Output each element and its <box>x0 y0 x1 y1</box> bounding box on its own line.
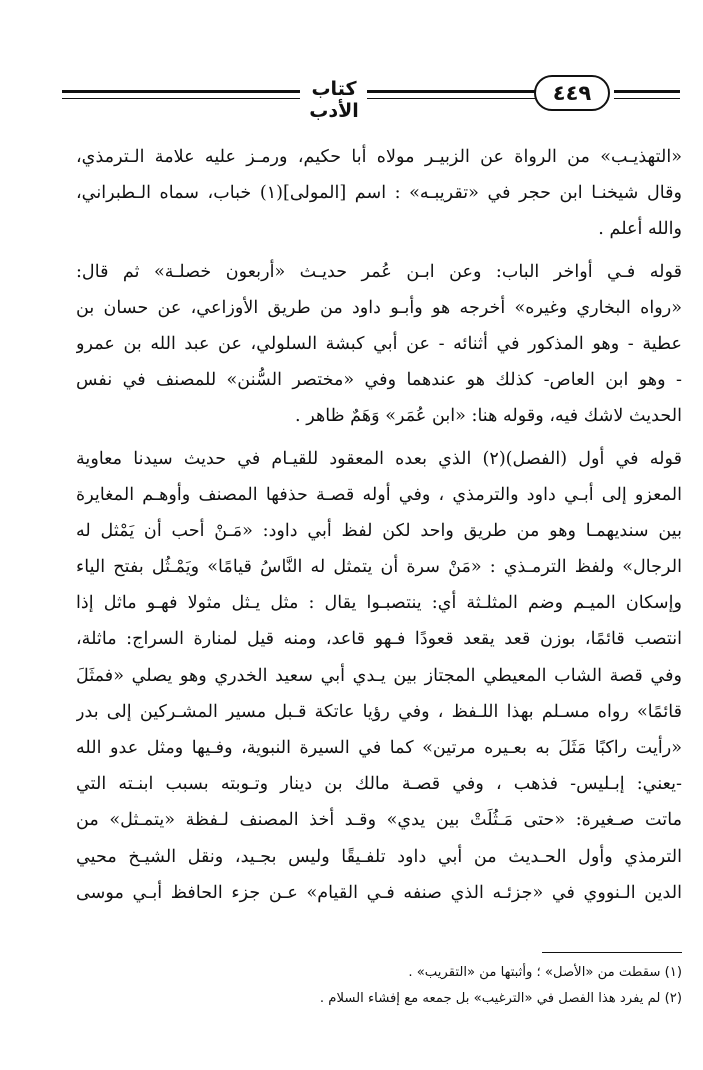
text-line: - وهو ابن العاص- كذلك هو عندهما وفي «مختصر السُّنن» للمصنف في نفس <box>76 370 682 391</box>
header-rule <box>614 90 680 93</box>
header-rule <box>367 90 535 93</box>
text-line: انتصب قائمًا، بوزن قعد يقعد قعودًا فـهو قاعد، ومنه قيل لمنارة السراج: ماثلة، <box>76 629 682 650</box>
header-rule <box>62 90 300 93</box>
footnote: (١) سقطت من «الأصل» ؛ وأثبتها من «التقريب» . <box>408 965 682 980</box>
text-line: وقال شيخنـا ابن حجر في «تقريبـه» : اسم [المولى](١) خباب، سماه الـطبراني، <box>76 183 682 204</box>
text-line: عطية - وهو المذكور في أثنائه - عن أبي كبشة السلولي، عن عبد الله بن عمرو <box>76 333 682 354</box>
text-line: «رواه البخاري وغيره» أخرجه هو وأبـو داود من طريق الأوزاعي، عن حسان بن <box>76 297 682 318</box>
text-line: قائمًا» رواه مسـلم بهذا اللـفظ ، وفي رؤيا عاتكة قـبل مسير المشـركين إلى بدر <box>76 701 682 722</box>
header-rule <box>614 98 680 99</box>
text-line: وفي قصة الشاب المعيطي المجتاز بين يـدي أبي سعيد الخدري وهو يصلي «فمثَلَ <box>76 665 682 686</box>
text-line: وإسكان الميـم وضم المثلـثة أي: ينتصبـوا يقال : مثل يـثل مثولا فهـو ماثل إذا <box>76 593 682 614</box>
text-line: الحديث لاشك فيه، وقوله هنا: «ابن عُمَر» وَهَمٌ ظاهر . <box>295 406 682 427</box>
text-line: الدين الـنووي في «جزئـه الذي صنفه فـي القيام» عـن جزء الحافظ أبـي موسى <box>76 882 682 903</box>
text-line: بين سنديهمـا وهو من طريق واحد لكن لفظ أبي داود: «مَـنْ أحب أن يَمْثل له <box>76 520 682 541</box>
text-line: قوله في أول (الفصل)(٢) الذي بعده المعقود للقيـام في حديث سيدنا معاوية <box>76 448 682 469</box>
text-line: ماتت صـغيرة: «حتى مَـثُلَتْ بين يدي» وقـد أخذ المصنف لـفظة «يتمـثل» من <box>76 810 682 831</box>
text-line: «رأيت راكبًا مَثَلَ به بعـيره مرتين» كما في السيرة النبوية، وفـيها ومثل عدو الله <box>76 738 682 758</box>
text-line: المعزو إلى أبـي داود والترمذي ، وفي أوله قصـة حذفها المصنف وأوهـم المغايرة <box>76 484 682 505</box>
book-title: كتاب الأدب <box>309 78 359 122</box>
footnote-separator <box>542 952 682 953</box>
text-line: والله أعلم . <box>598 219 682 240</box>
footnotes <box>76 960 682 1012</box>
text-line: الترمذي وأول الحـديث من أبي داود تلفـيقًا وليس بجـيد، ونقل الشيـخ محيي <box>76 846 682 867</box>
page-number: ٤٤٩ <box>534 75 610 111</box>
text-line: -يعني: إبـليس- فذهب ، وفي قصـة مالك بن دينار وتـوبته بسبب ابنـته التي <box>76 774 682 795</box>
main-text <box>76 139 682 911</box>
header-rule <box>367 98 535 99</box>
text-line: قوله فـي أواخر الباب: وعن ابـن عُمر حديـث «أربعون خصلـة» ثم قال: <box>76 261 682 282</box>
header-rule <box>62 98 300 99</box>
text-line: الرجال» ولفظ الترمـذي : «مَنْ سرة أن يتمثل له النَّاسُ قيامًا» ويَمْـثُل بفتح الياء <box>76 557 682 578</box>
text-line: «التهذيـب» من الرواة عن الزبيـر مولاه أبا حكيم، ورمـز عليه علامة الـترمذي، <box>76 147 682 167</box>
page-header <box>62 78 680 122</box>
footnote: (٢) لم يفرد هذا الفصل في «الترغيب» بل جمعه مع إفشاء السلام . <box>319 991 682 1006</box>
